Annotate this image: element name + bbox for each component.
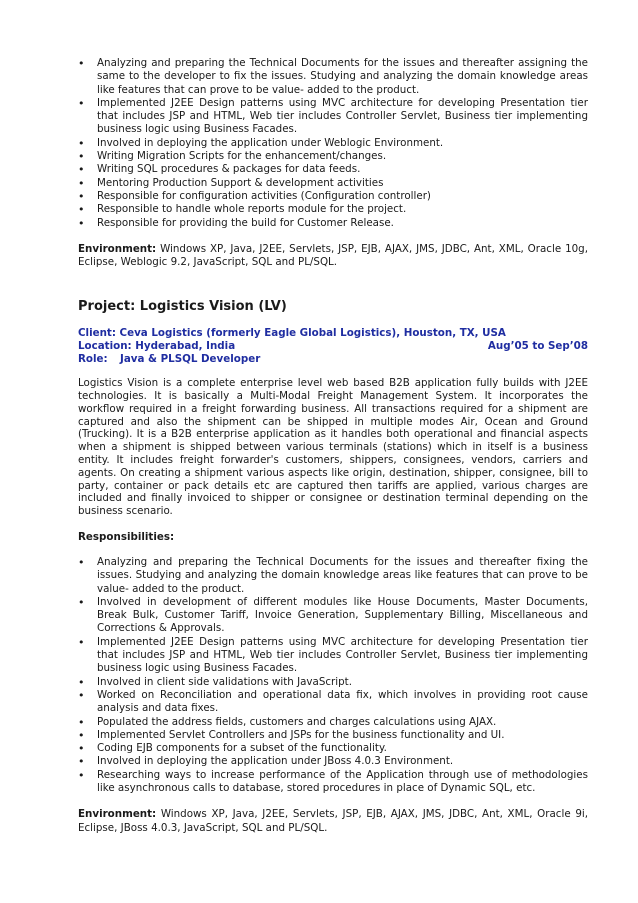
list-item: • Analyzing and preparing the Technical Documents for the issues and thereafter assigning the same to the developer to fix the issues. Studying and analyzing the domain knowledge areas like features that can prove to be value- added to the product. <box>78 57 588 97</box>
list-item: • Responsible for providing the build for Customer Release. <box>78 217 588 230</box>
list-item: • Researching ways to increase performance of the Application through use of methodologies like asynchronous calls to database, stored procedures in place of Dynamic SQL, etc. <box>78 769 588 796</box>
list-item: • Involved in deploying the application under JBoss 4.0.3 Environment. <box>78 755 588 768</box>
role-label: Role: <box>78 352 108 365</box>
resume-page <box>78 57 588 835</box>
environment-label: Environment: <box>78 808 157 821</box>
project-dates: Aug’05 to Sep’08 <box>487 340 588 353</box>
location-row <box>78 340 588 353</box>
role-value: Java & PLSQL Developer <box>120 352 261 365</box>
environment-label: Environment: <box>78 242 157 255</box>
list-item: • Analyzing and preparing the Technical Documents for the issues and thereafter fixing the issues. Studying and analyzing the domain knowledge areas like features that can prove to be value- added to the product. <box>78 556 588 596</box>
project-details <box>78 327 588 365</box>
list-item: • Responsible for configuration activities (Configuration controller) <box>78 190 588 203</box>
list-item: • Implemented J2EE Design patterns using MVC architecture for developing Presentation tier that includes JSP and HTML, Web tier includes Controller Servlet, Business tier implementing business logic using Business Facades. <box>78 636 588 676</box>
environment-section <box>78 243 588 270</box>
list-item: • Implemented J2EE Design patterns using MVC architecture for developing Presentation tier that includes JSP and HTML, Web tier includes Controller Servlet, Business tier implementing business logic using Business Facades. <box>78 97 588 137</box>
project-description: Logistics Vision is a complete enterprise level web based B2B application fully builds with J2EE technologies. It is basically a Multi-Modal Freight Management System. It incorporates the workflow required in a freight forwarding business. All transactions required for a shipment are captured and also the shipment can be shipped in multiple modes Air, Ocean and Ground (Trucking). It is a B2B enterprise application as it handles both operational and financial aspects when a shipment is shipped between various terminals (stations) which in itself is a business entity. It includes freight forwarder's customers, shippers, consignees, vendors, carriers and agents. On creating a shipment various aspects like origin, destination, shipper, consignee, bill to party, container or pack details etc are captured then tariffs are applied, various charges are included and finally invoiced to shipper or consignee or destination terminal depending on the business scenario. <box>78 377 588 518</box>
list-item: • Populated the address fields, customers and charges calculations using AJAX. <box>78 716 588 729</box>
list-item: • Implemented Servlet Controllers and JSPs for the business functionality and UI. <box>78 729 588 742</box>
client-line: Client: Ceva Logistics (formerly Eagle Global Logistics), Houston, TX, USA <box>78 327 506 340</box>
list-item: • Involved in development of different modules like House Documents, Master Documents, Break Bulk, Customer Tariff, Invoice Generation, Supplementary Billing, Miscellaneous and Corrections & Approvals. <box>78 596 588 636</box>
list-item: • Writing SQL procedures & packages for data feeds. <box>78 163 588 176</box>
responsibilities-list <box>78 556 588 795</box>
list-item: • Involved in client side validations with JavaScript. <box>78 676 588 689</box>
environment-text: Windows XP, Java, J2EE, Servlets, JSP, EJB, AJAX, JMS, JDBC, Ant, XML, Oracle 9i, Eclipse, JBoss 4.0.3, JavaScript, SQL and PL/SQL. <box>78 808 588 834</box>
previous-project-responsibilities-list <box>78 57 588 230</box>
project-title: Project: Logistics Vision (LV) <box>78 299 287 315</box>
list-item: • Mentoring Production Support & development activities <box>78 177 588 190</box>
list-item: • Responsible to handle whole reports module for the project. <box>78 203 588 216</box>
list-item: • Coding EJB components for a subset of the functionality. <box>78 742 588 755</box>
environment-text: Windows XP, Java, J2EE, Servlets, JSP, EJB, AJAX, JMS, JDBC, Ant, XML, Oracle 10g, Eclipse, Weblogic 9.2, JavaScript, SQL and PL/SQL. <box>78 242 588 269</box>
list-item: • Worked on Reconciliation and operational data fix, which involves in providing root cause analysis and data fixes. <box>78 689 588 716</box>
role-row <box>78 353 588 366</box>
location-line: Location: Hyderabad, India <box>78 340 236 353</box>
list-item: • Involved in deploying the application under Weblogic Environment. <box>78 137 588 150</box>
environment-section <box>78 808 588 835</box>
responsibilities-heading: Responsibilities: <box>78 531 175 543</box>
list-item: • Writing Migration Scripts for the enhancement/changes. <box>78 150 588 163</box>
